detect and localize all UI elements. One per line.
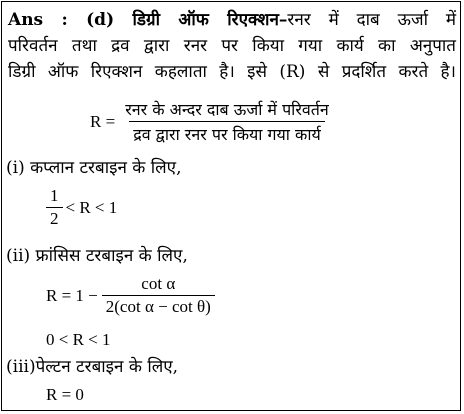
answer-box <box>1 1 461 411</box>
kaplan-frac-num: 1 <box>50 186 59 205</box>
kaplan-frac-den: 2 <box>46 207 63 229</box>
definition-numerator: रनर के अन्दर दाब ऊर्जा में परिवर्तन <box>125 100 329 119</box>
answer-line-2: परिवर्तन तथा द्रव द्वारा रनर पर किया गया कार्य का अनुपात <box>8 36 456 56</box>
francis-denominator: 2(cot α − cot θ) <box>102 295 215 317</box>
kaplan-fraction <box>46 186 63 229</box>
francis-numerator: cot α <box>141 274 176 293</box>
francis-fraction <box>102 274 215 317</box>
definition-denominator: द्रव द्वारा रनर पर किया गया कार्य <box>129 121 325 145</box>
answer-line-1 <box>8 10 456 30</box>
pelton-heading: (iii)पेल्टन टरबाइन के लिए, <box>6 357 179 377</box>
definition-lhs: R = <box>90 111 116 131</box>
answer-line-3: डिग्री ऑफ रिएक्शन कहलाता है। इसे (R) से प्रदर्शित करते है। <box>8 62 456 82</box>
pelton-value: R = 0 <box>46 385 84 404</box>
francis-range: 0 < R < 1 <box>46 330 111 349</box>
kaplan-heading: (i) कप्लान टरबाइन के लिए, <box>6 158 182 178</box>
francis-lhs: R = 1 − <box>46 285 98 305</box>
definition-equation <box>90 98 333 145</box>
kaplan-equation <box>46 186 117 229</box>
answer-dash: – <box>278 10 288 30</box>
francis-heading: (ii) फ्रांसिस टरबाइन के लिए, <box>6 246 188 266</box>
answer-label: Ans : (d) डिग्री ऑफ रिएक्शन <box>8 10 279 30</box>
definition-fraction <box>121 98 333 145</box>
kaplan-range: < R < 1 <box>65 197 118 217</box>
francis-equation <box>46 274 215 317</box>
answer-line-1-rest: रनर में दाब ऊर्जा में <box>287 10 456 30</box>
